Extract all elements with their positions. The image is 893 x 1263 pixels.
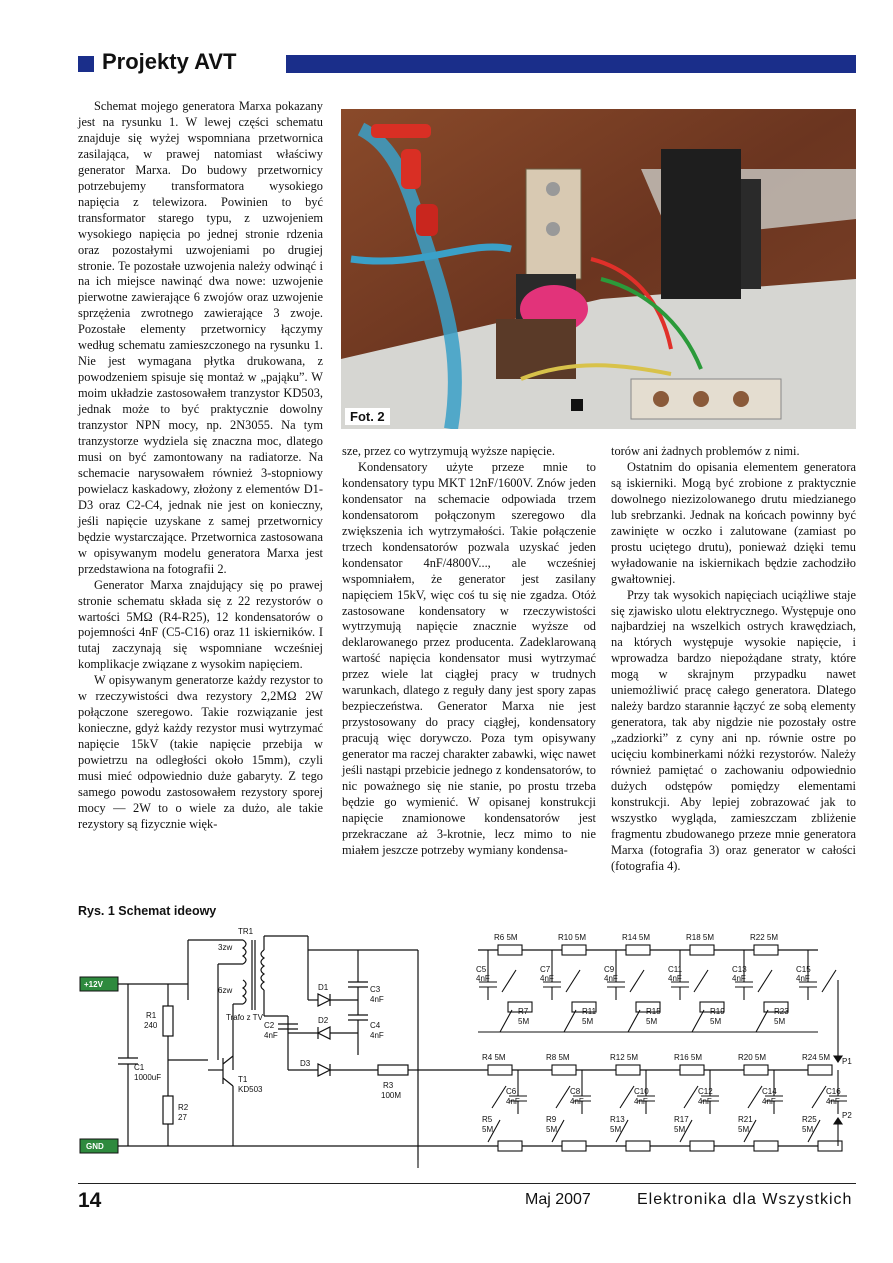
paragraph: torów ani żadnych problemów z nimi. bbox=[611, 444, 800, 458]
page-number: 14 bbox=[78, 1189, 102, 1212]
resistor-mid-b bbox=[808, 1065, 832, 1075]
label-bot-capacitor-value: 4nF bbox=[698, 1097, 712, 1106]
resistor-top bbox=[754, 945, 778, 955]
spark-gap bbox=[564, 1010, 576, 1032]
label-top-capacitor: C7 bbox=[540, 965, 551, 974]
label-bot-resistor-value: 5M bbox=[546, 1125, 558, 1134]
label-bot-capacitor-value: 4nF bbox=[634, 1097, 648, 1106]
label-d2: D2 bbox=[318, 1016, 329, 1025]
output-arrow bbox=[834, 1056, 842, 1062]
label-bot-capacitor: C16 bbox=[826, 1087, 841, 1096]
label-p2: P2 bbox=[842, 1111, 852, 1120]
paragraph: Przy tak wysokich napięciach uciążliwe staje się zjawisko ulotu elektrycznego. Występuje ono najbardziej na wszelkich ostrych krawędziach, na których występuje wysokie napięcie, i wprowadza bardzo niepożądane straty, które mogą w skrajnym przypadku nawet uniemożliwić pracę całego generatora. Dlatego należy bardzo starannie łączyć ze sobą elementy generatora, tak aby nigdzie nie pozostały ostre „zadziorki” z cyny ani np. równie ostre po ucięciu kombinerkami nóżki rezystorów. Należy również pamiętać o zachowaniu odpowiednio dużych odstępów pomiędzy elementami konstrukcji. Aby lepiej zobrazować jak to wszystko wygląda, zamieszczam zbliżenie fragmentu zbudowanego przeze mnie generatora Marxa (fotografia 3) oraz generator w całości (fotografia 4). bbox=[611, 587, 856, 873]
label-bot-capacitor: C6 bbox=[506, 1087, 517, 1096]
label-top-capacitor: C15 bbox=[796, 965, 811, 974]
resistor-bot bbox=[626, 1141, 650, 1151]
issue-date: Maj 2007 bbox=[525, 1191, 591, 1208]
label-bot-capacitor: C10 bbox=[634, 1087, 649, 1096]
label-c4: C4 bbox=[370, 1021, 381, 1030]
resistor-bot bbox=[690, 1141, 714, 1151]
label-bot-resistor-value: 5M bbox=[674, 1125, 686, 1134]
paragraph: Kondensatory użyte przeze mnie to kondensatory typu MKT 12nF/1600V. Znów jeden kondensator na schemacie odpowiada trzem kondensatorom połączonym szeregowo dla zwiększenia ich wytrzymałości. Takie połączenie trzech kondensatorów pozwala uzyskać jeden kondensator 4nF/4800V..., ale wcześniej wspomniałem, że generator jest zasilany napięciem 15kV, więc coś tu się nie zgadza. Otóż zastosowane kondensatory w rzeczywistości wytrzymują napięcie znacznie wyższe od deklarowanego przez producenta. Zadeklarowaną wartość napięcia kondensator musi wytrzymać przez wiele lat ciągłej pracy w trudnych warunkach, dlatego z reguły dany jest spory zapas bezpieczeństwa. Generator Marxa nie jest przystosowany do pracy ciągłej, kondensatory pracują więc dorywczo. Poza tym opisywany generator ma raczej charakter zabawki, więc nawet jeśli nastąpi przebicie jednego z kondensatorów, to nic poważnego się nie stanie, po prostu trzeba będzie go wymienić. W opisanej konstrukcji napięcie znamionowe kondensatorów jest przekraczane aż 3-krotnie, lecz mimo to nie miałem jeszcze potrzeby wymiany kondensa- bbox=[342, 459, 596, 857]
label-top-resistor: R10 5M bbox=[558, 933, 587, 942]
resistor-bot bbox=[562, 1141, 586, 1151]
spark-gap bbox=[620, 1086, 634, 1108]
spark-gap bbox=[492, 1086, 506, 1108]
label-r2-value: 27 bbox=[178, 1113, 187, 1122]
section-header bbox=[78, 49, 856, 76]
spark-gap bbox=[566, 970, 580, 992]
label-mid-resistor: R19 bbox=[710, 1007, 725, 1016]
spark-gap bbox=[500, 1010, 512, 1032]
label-c1-value: 1000uF bbox=[134, 1073, 162, 1082]
label-top-capacitor-value: 4nF bbox=[476, 974, 490, 983]
label-mid-resistor: R15 bbox=[646, 1007, 661, 1016]
label-d1: D1 bbox=[318, 983, 329, 992]
label-bot-resistor-value: 5M bbox=[482, 1125, 494, 1134]
label-bot-resistor: R21 bbox=[738, 1115, 753, 1124]
footer-rule bbox=[78, 1183, 856, 1184]
label-top-capacitor: C11 bbox=[668, 965, 683, 974]
label-top-capacitor-value: 4nF bbox=[540, 974, 554, 983]
magazine-name: Elektronika dla Wszystkich bbox=[637, 1191, 853, 1208]
label-bot-capacitor-value: 4nF bbox=[506, 1097, 520, 1106]
resistor-top bbox=[690, 945, 714, 955]
resistor-bot bbox=[498, 1141, 522, 1151]
label-top-capacitor-value: 4nF bbox=[796, 974, 810, 983]
label-top-capacitor-value: 4nF bbox=[668, 974, 682, 983]
label-mid-resistor-b: R8 5M bbox=[546, 1053, 570, 1062]
text-column-2 bbox=[342, 444, 596, 859]
spark-gap bbox=[812, 1086, 826, 1108]
label-r3: R3 bbox=[383, 1081, 394, 1090]
spark-gap bbox=[556, 1086, 570, 1108]
label-mid-resistor: R11 bbox=[582, 1007, 597, 1016]
text-column-1 bbox=[78, 99, 323, 833]
label-bot-capacitor: C14 bbox=[762, 1087, 777, 1096]
label-12v: +12V bbox=[84, 980, 103, 989]
label-bot-resistor-value: 5M bbox=[802, 1125, 814, 1134]
label-c3-value: 4nF bbox=[370, 995, 384, 1004]
spark-gap bbox=[758, 970, 772, 992]
label-bot-resistor: R17 bbox=[674, 1115, 689, 1124]
header-square bbox=[78, 56, 94, 72]
label-6zw: 6zw bbox=[218, 986, 233, 995]
header-bar bbox=[286, 55, 856, 73]
label-3zw: 3zw bbox=[218, 943, 233, 952]
label-bot-capacitor: C8 bbox=[570, 1087, 581, 1096]
label-p1: P1 bbox=[842, 1057, 852, 1066]
label-c2: C2 bbox=[264, 1021, 275, 1030]
spark-gap bbox=[694, 970, 708, 992]
label-gnd: GND bbox=[86, 1142, 104, 1151]
figure-caption: Rys. 1 Schemat ideowy bbox=[78, 904, 217, 918]
label-r1: R1 bbox=[146, 1011, 157, 1020]
label-top-resistor: R14 5M bbox=[622, 933, 651, 942]
spark-gap bbox=[630, 970, 644, 992]
label-mid-resistor-b: R16 5M bbox=[674, 1053, 703, 1062]
spark-gap bbox=[502, 970, 516, 992]
label-top-capacitor-value: 4nF bbox=[732, 974, 746, 983]
label-top-resistor: R18 5M bbox=[686, 933, 715, 942]
resistor-mid-b bbox=[552, 1065, 576, 1075]
paragraph: Ostatnim do opisania elementem generatora są iskierniki. Mogą być zrobione z praktycznie dowolnego niezizolowanego drutu miedzianego lub srebrzanki. Jednak na końcach powinny być zawinięte w oczko i zalutowane (zamiast po prostu uciętego drutu), ponieważ dzięki temu wyładowanie na iskiernikach będzie zachodziło gwałtowniej. bbox=[611, 459, 856, 586]
resistor-mid-b bbox=[616, 1065, 640, 1075]
label-bot-capacitor-value: 4nF bbox=[570, 1097, 584, 1106]
label-mid-resistor-b: R20 5M bbox=[738, 1053, 767, 1062]
label-mid-resistor-value: 5M bbox=[710, 1017, 722, 1026]
schematic-diagram bbox=[78, 920, 858, 1170]
resistor-top bbox=[562, 945, 586, 955]
label-bot-capacitor-value: 4nF bbox=[826, 1097, 840, 1106]
label-mid-resistor: R7 bbox=[518, 1007, 529, 1016]
paragraph: Schemat mojego generatora Marxa pokazany jest na rysunku 1. W lewej części schematu znajduje się wyżej wspomniana przetwornica zasilająca, w prawej natomiast właściwy generator Marxa. Do budowy przetwornicy potrzebujemy transformatora wysokiego napięcia z telewizora. Powinien to być transformator starego typu, z uzwojeniem wysokiego napięcia po jednej stronie rdzenia oraz pozostałymi uzwojeniami po drugiej stronie. Te pozostałe uzwojenia należy odwinąć i na ich miejsce nawinąć dwa nowe: uzwojenie pierwotne zawierające 6 zwojów oraz uzwojenie sprzężenia zwrotnego zawierające 3 zwoje. Pozostałe elementy przetwornicy łączymy według schematu zamieszczonego na rysunku 1. Nie jest wymagana płytka drukowana, z powodzeniem spisuje się montaż w „pająku”. W moim układzie zastosowałem tranzystor KD503, jednak może to być praktycznie dowolny tranzystor NPN mocy, np. 2N3055. Na tym tranzystorze wydziela się znaczna moc, dlatego musi on być zamontowany na radiatorze. Na schemacie narysowałem również 3-stopniowy powielacz kaskadowy, złożony z elementów D1-D3 oraz C2-C4, jednak nie jest on konieczny, jeśli napięcie uzyskane z samej przetwornicy będzie wystarczające. Przetwornica zastosowana w opisywanym modelu generatora Marxa jest przedstawiona na fotografii 2. bbox=[78, 99, 323, 576]
label-top-capacitor-value: 4nF bbox=[604, 974, 618, 983]
label-tr1: TR1 bbox=[238, 927, 254, 936]
label-top-capacitor: C5 bbox=[476, 965, 487, 974]
section-title: Projekty AVT bbox=[102, 49, 237, 74]
label-c3: C3 bbox=[370, 985, 381, 994]
label-bot-resistor-value: 5M bbox=[610, 1125, 622, 1134]
converter-photo bbox=[341, 109, 856, 429]
label-c2-value: 4nF bbox=[264, 1031, 278, 1040]
spark-gap bbox=[628, 1010, 640, 1032]
label-r1-value: 240 bbox=[144, 1021, 158, 1030]
photo-caption: Fot. 2 bbox=[345, 408, 390, 425]
output-arrow bbox=[834, 1118, 842, 1124]
paragraph: W opisywanym generatorze każdy rezystor to w rzeczywistości dwa rezystory 2,2MΩ 2W połączone szeregowo. Takie rozwiązanie jest konieczne, gdyż każdy rezystor musi wytrzymać napięcie 15kV (takie napięcie przebija w powietrzu na odległości około 15mm), czyli musi mieć odpowiednio duże gabaryty. Z tego samego powodu zastosowałem rezystory sporej mocy — 2W to o wiele za dużo, ale takie rezystory są fizycznie więk- bbox=[78, 673, 323, 831]
label-mid-resistor-value: 5M bbox=[582, 1017, 594, 1026]
spark-gap bbox=[756, 1010, 768, 1032]
text-column-3 bbox=[611, 444, 856, 875]
label-t1-value: KD503 bbox=[238, 1085, 263, 1094]
spark-gap bbox=[748, 1086, 762, 1108]
label-bot-resistor-value: 5M bbox=[738, 1125, 750, 1134]
label-mid-resistor-b: R24 5M bbox=[802, 1053, 831, 1062]
label-bot-resistor: R5 bbox=[482, 1115, 493, 1124]
resistor-mid-b bbox=[488, 1065, 512, 1075]
label-top-resistor: R6 5M bbox=[494, 933, 518, 942]
label-trafo: Trafo z TV bbox=[226, 1013, 263, 1022]
label-mid-resistor-value: 5M bbox=[518, 1017, 530, 1026]
paragraph: sze, przez co wytrzymują wyższe napięcie. bbox=[342, 444, 555, 458]
label-top-capacitor: C13 bbox=[732, 965, 747, 974]
label-mid-resistor-value: 5M bbox=[774, 1017, 786, 1026]
label-mid-resistor-b: R4 5M bbox=[482, 1053, 506, 1062]
label-top-capacitor: C9 bbox=[604, 965, 615, 974]
label-c1: C1 bbox=[134, 1063, 145, 1072]
resistor-mid-b bbox=[680, 1065, 704, 1075]
label-d3: D3 bbox=[300, 1059, 311, 1068]
label-mid-resistor-value: 5M bbox=[646, 1017, 658, 1026]
label-bot-capacitor-value: 4nF bbox=[762, 1097, 776, 1106]
spark-gap bbox=[692, 1010, 704, 1032]
photo-2 bbox=[341, 109, 856, 429]
label-mid-resistor: R23 bbox=[774, 1007, 789, 1016]
spark-gap bbox=[684, 1086, 698, 1108]
label-bot-resistor: R25 bbox=[802, 1115, 817, 1124]
resistor-mid-b bbox=[744, 1065, 768, 1075]
label-bot-capacitor: C12 bbox=[698, 1087, 713, 1096]
label-bot-resistor: R9 bbox=[546, 1115, 557, 1124]
label-c4-value: 4nF bbox=[370, 1031, 384, 1040]
paragraph: Generator Marxa znajdujący się po prawej stronie schematu składa się z 22 rezystorów o wartości 5MΩ (R4-R25), 12 kondensatorów o pojemności 4nF (C5-C16) oraz 11 iskierników. I tutaj zaczynają się wspomniane wcześniej komplikacje związane z wysokim napięciem. bbox=[78, 577, 323, 672]
resistor-top bbox=[626, 945, 650, 955]
label-r2: R2 bbox=[178, 1103, 189, 1112]
resistor-top bbox=[498, 945, 522, 955]
label-r3-value: 100M bbox=[381, 1091, 402, 1100]
spark-gap bbox=[822, 970, 836, 992]
label-mid-resistor-b: R12 5M bbox=[610, 1053, 639, 1062]
label-t1: T1 bbox=[238, 1075, 248, 1084]
label-top-resistor: R22 5M bbox=[750, 933, 779, 942]
label-bot-resistor: R13 bbox=[610, 1115, 625, 1124]
resistor-bot bbox=[754, 1141, 778, 1151]
